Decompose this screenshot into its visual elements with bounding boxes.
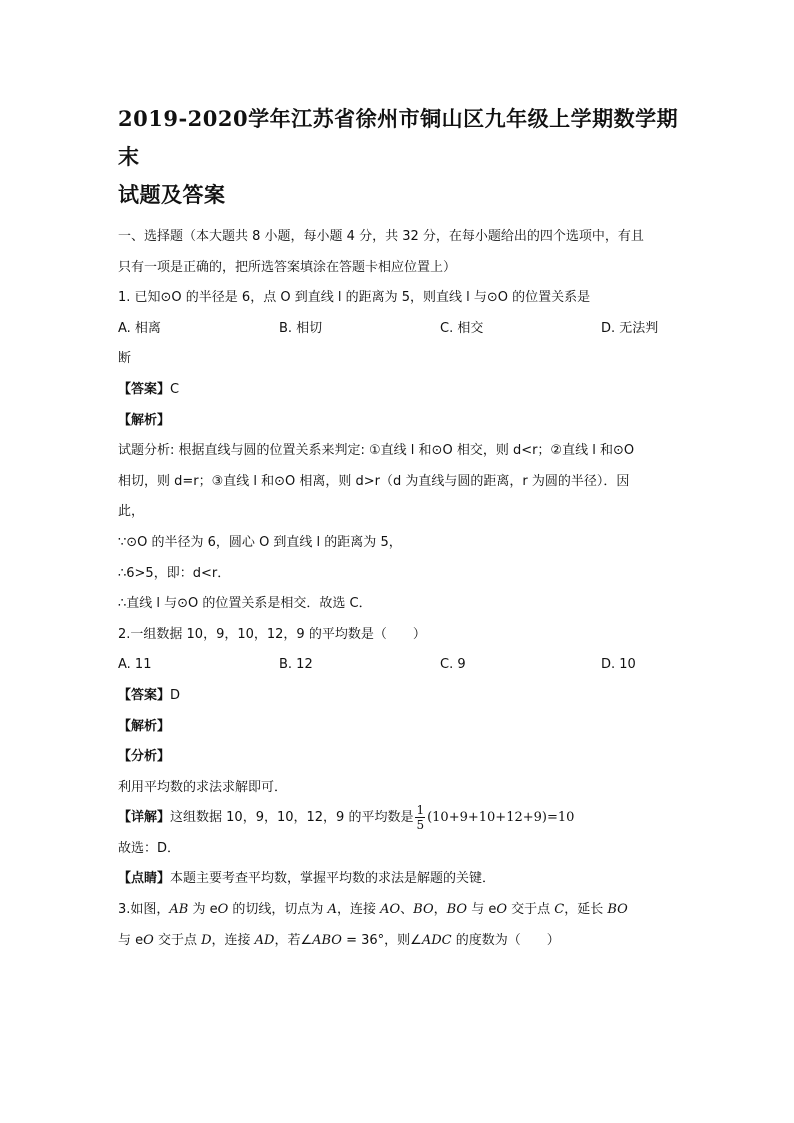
q2-option-d: D. 10 bbox=[601, 657, 636, 673]
q3-text: 为 e bbox=[188, 902, 218, 918]
q3-stem-line-1 bbox=[118, 895, 688, 926]
q3-math-bo: BO bbox=[446, 902, 468, 918]
q2-fraction bbox=[415, 803, 425, 832]
q3-math-ad: AD bbox=[254, 932, 275, 948]
q3-text: 与 e bbox=[118, 932, 144, 948]
q2-answer-value: D bbox=[170, 687, 181, 703]
q3-text: 、 bbox=[400, 902, 414, 918]
q2-answer-tag: 【答案】 bbox=[118, 687, 171, 703]
q1-analysis-line-2: 相切，则 d=r；③直线 l 和⊙O 相离，则 d>r（d 为直线与圆的距离，r 为圆的半径）．因 bbox=[118, 473, 630, 489]
q1-option-b: B. 相切 bbox=[279, 320, 323, 336]
q2-option-a: A. 11 bbox=[118, 657, 152, 673]
q3-math-bo: BO bbox=[607, 902, 628, 918]
q2-detail-math: (10+9+10+12+9)=10 bbox=[427, 810, 575, 826]
q1-option-a: A. 相离 bbox=[118, 320, 161, 336]
q3-text: 的切线，切点为 bbox=[228, 902, 328, 918]
q2-point-tag: 【点睛】 bbox=[118, 871, 171, 887]
q2-fraction-denominator: 5 bbox=[416, 818, 425, 833]
q1-analysis-tag: 【解析】 bbox=[118, 412, 171, 428]
q3-math-a: A bbox=[327, 902, 337, 918]
q1-analysis-line-3: 此， bbox=[118, 504, 145, 520]
q3-text: ，若∠ bbox=[274, 932, 313, 948]
q3-text: ，延长 bbox=[564, 902, 608, 918]
q3-text: 交于点 bbox=[153, 932, 202, 948]
q2-conclusion: 故选：D． bbox=[118, 840, 181, 856]
q1-option-d-wrap: 断 bbox=[118, 351, 132, 367]
q3-text: ，连接 bbox=[336, 902, 381, 918]
q1-answer bbox=[118, 375, 688, 406]
q1-answer-value: C bbox=[170, 381, 180, 397]
q2-stem: 2.一组数据 10，9，10，12，9 的平均数是（ ） bbox=[118, 626, 426, 642]
q2-point-text: 本题主要考查平均数，掌握平均数的求法是解题的关键． bbox=[170, 871, 496, 887]
q1-analysis-line-5: ∴6>5，即：d<r． bbox=[118, 565, 231, 581]
q3-text: 与 e bbox=[467, 902, 497, 918]
q2-options bbox=[118, 650, 688, 681]
section-heading-line-2: 只有一项是正确的，把所选答案填涂在答题卡相应位置上） bbox=[118, 259, 457, 275]
q3-text: 的度数为（ ） bbox=[451, 932, 560, 948]
document-title bbox=[118, 100, 688, 214]
q2-analysis-tag: 【解析】 bbox=[118, 718, 171, 734]
q2-fenxi-tag: 【分析】 bbox=[118, 749, 171, 765]
q2-fraction-numerator: 1 bbox=[416, 803, 425, 818]
q1-analysis-line-6: ∴直线 l 与⊙O 的位置关系是相交．故选 C． bbox=[118, 596, 372, 612]
q2-option-c: C. 9 bbox=[440, 657, 466, 673]
q3-text: ，连接 bbox=[211, 932, 255, 948]
q2-fenxi: 利用平均数的求法求解即可． bbox=[118, 779, 288, 795]
q3-math-adc: ADC bbox=[421, 932, 452, 948]
q3-math-o: O bbox=[217, 902, 229, 918]
q1-option-c: C. 相交 bbox=[440, 320, 484, 336]
q3-text: 交于点 bbox=[507, 902, 555, 918]
q3-math-ao: AO bbox=[380, 902, 401, 918]
q2-detail-text: 这组数据 10，9，10，12，9 的平均数是 bbox=[170, 810, 414, 826]
q3-math-d: D bbox=[201, 932, 212, 948]
section-heading-line-1: 一、选择题（本大题共 8 小题，每小题 4 分，共 32 分，在每小题给出的四个选项中，有且 bbox=[118, 229, 644, 244]
q1-options bbox=[118, 314, 688, 345]
q1-analysis-line-1: 试题分析: 根据直线与圆的位置关系来判定: ①直线 l 和⊙O 相交，则 d<r；②直线 l 和⊙O bbox=[118, 443, 635, 459]
q2-detail-tag: 【详解】 bbox=[118, 810, 171, 826]
q2-option-b: B. 12 bbox=[279, 657, 313, 673]
q3-math-bo: BO bbox=[413, 902, 434, 918]
q3-text: = 36°，则∠ bbox=[341, 932, 422, 948]
q2-answer bbox=[118, 681, 688, 712]
q2-detail bbox=[118, 803, 688, 834]
q3-text: 3.如图， bbox=[118, 902, 170, 918]
title-line-2: 试题及答案 bbox=[118, 182, 226, 207]
document-page bbox=[118, 100, 688, 956]
q3-math-abo: ABO bbox=[312, 932, 342, 948]
q3-math-c: C bbox=[554, 902, 565, 918]
q3-math-o: O bbox=[496, 902, 508, 918]
q1-option-d: D. 无法判 bbox=[601, 320, 659, 336]
q1-analysis-line-4: ∵⊙O 的半径为 6，圆心 O 到直线 l 的距离为 5， bbox=[118, 534, 402, 550]
q3-math-ab: AB bbox=[169, 902, 189, 918]
q1-answer-tag: 【答案】 bbox=[118, 381, 171, 397]
q2-point bbox=[118, 864, 688, 895]
q3-stem-line-2 bbox=[118, 926, 688, 957]
q1-stem: 1. 已知⊙O 的半径是 6，点 O 到直线 l 的距离为 5，则直线 l 与⊙O 的位置关系是 bbox=[118, 290, 591, 306]
title-line-1: 2019-2020学年江苏省徐州市铜山区九年级上学期数学期末 bbox=[118, 106, 679, 169]
q3-math-o: O bbox=[143, 932, 154, 948]
q3-text: ， bbox=[433, 902, 447, 918]
